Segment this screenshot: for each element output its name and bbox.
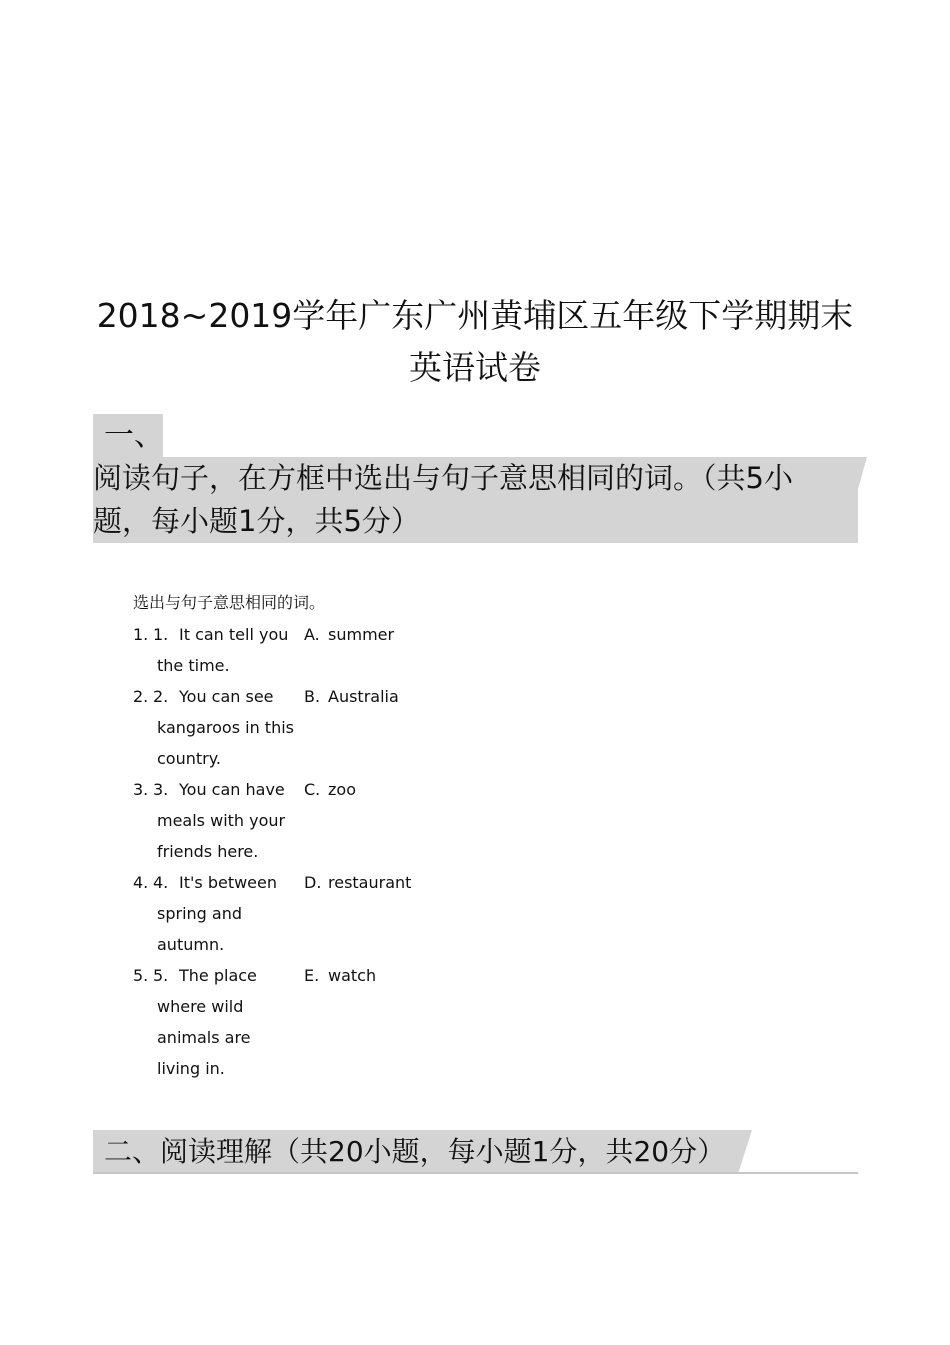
option-label: B. (304, 687, 321, 706)
question-number: 3. (133, 780, 149, 799)
question-subnumber: 4. (153, 873, 169, 892)
question-text: It can tell you the time. (157, 625, 289, 675)
option-text: watch (328, 966, 377, 985)
option-label: D. (304, 873, 322, 892)
question-text: The place where wild animals are living in. (157, 966, 257, 1078)
question-row-3 (133, 774, 453, 867)
question-number: 5. (133, 966, 149, 985)
question-subnumber: 3. (153, 780, 169, 799)
option-text: zoo (328, 780, 356, 799)
document-title (70, 290, 880, 394)
title-line-1: 2018~2019学年广东广州黄埔区五年级下学期期末 (96, 296, 854, 336)
question-text: You can have meals with your friends here. (157, 780, 286, 861)
question-text: It's between spring and autumn. (157, 873, 277, 954)
question-row-2 (133, 681, 453, 774)
question-row-4 (133, 867, 453, 960)
section-2-band-notch (738, 1130, 752, 1174)
question-number: 4. (133, 873, 149, 892)
title-line-2: 英语试卷 (409, 348, 541, 388)
option-text: summer (328, 625, 395, 644)
section-1-heading: 阅读句子，在方框中选出与句子意思相同的词。（共5小题，每小题1分，共5分） (93, 461, 793, 538)
question-subnumber: 2. (153, 687, 169, 706)
option-label: C. (304, 780, 321, 799)
question-row-1 (133, 619, 453, 681)
option-text: restaurant (328, 873, 412, 892)
option-label: A. (304, 625, 320, 644)
option-text: Australia (328, 687, 399, 706)
question-subnumber: 1. (153, 625, 169, 644)
question-number: 2. (133, 687, 149, 706)
question-subnumber: 5. (153, 966, 169, 985)
option-label: E. (304, 966, 320, 985)
question-row-5 (133, 960, 453, 1084)
section-1-band-notch (855, 457, 867, 500)
question-text: You can see kangaroos in this country. (157, 687, 294, 768)
question-list (133, 619, 453, 1084)
question-number: 1. (133, 625, 149, 644)
section-2-heading: 二、阅读理解（共20小题，每小题1分，共20分） (104, 1135, 726, 1168)
section-1-instruction: 选出与句子意思相同的词。 (133, 593, 326, 612)
section-1-number: 一、 (104, 418, 164, 453)
